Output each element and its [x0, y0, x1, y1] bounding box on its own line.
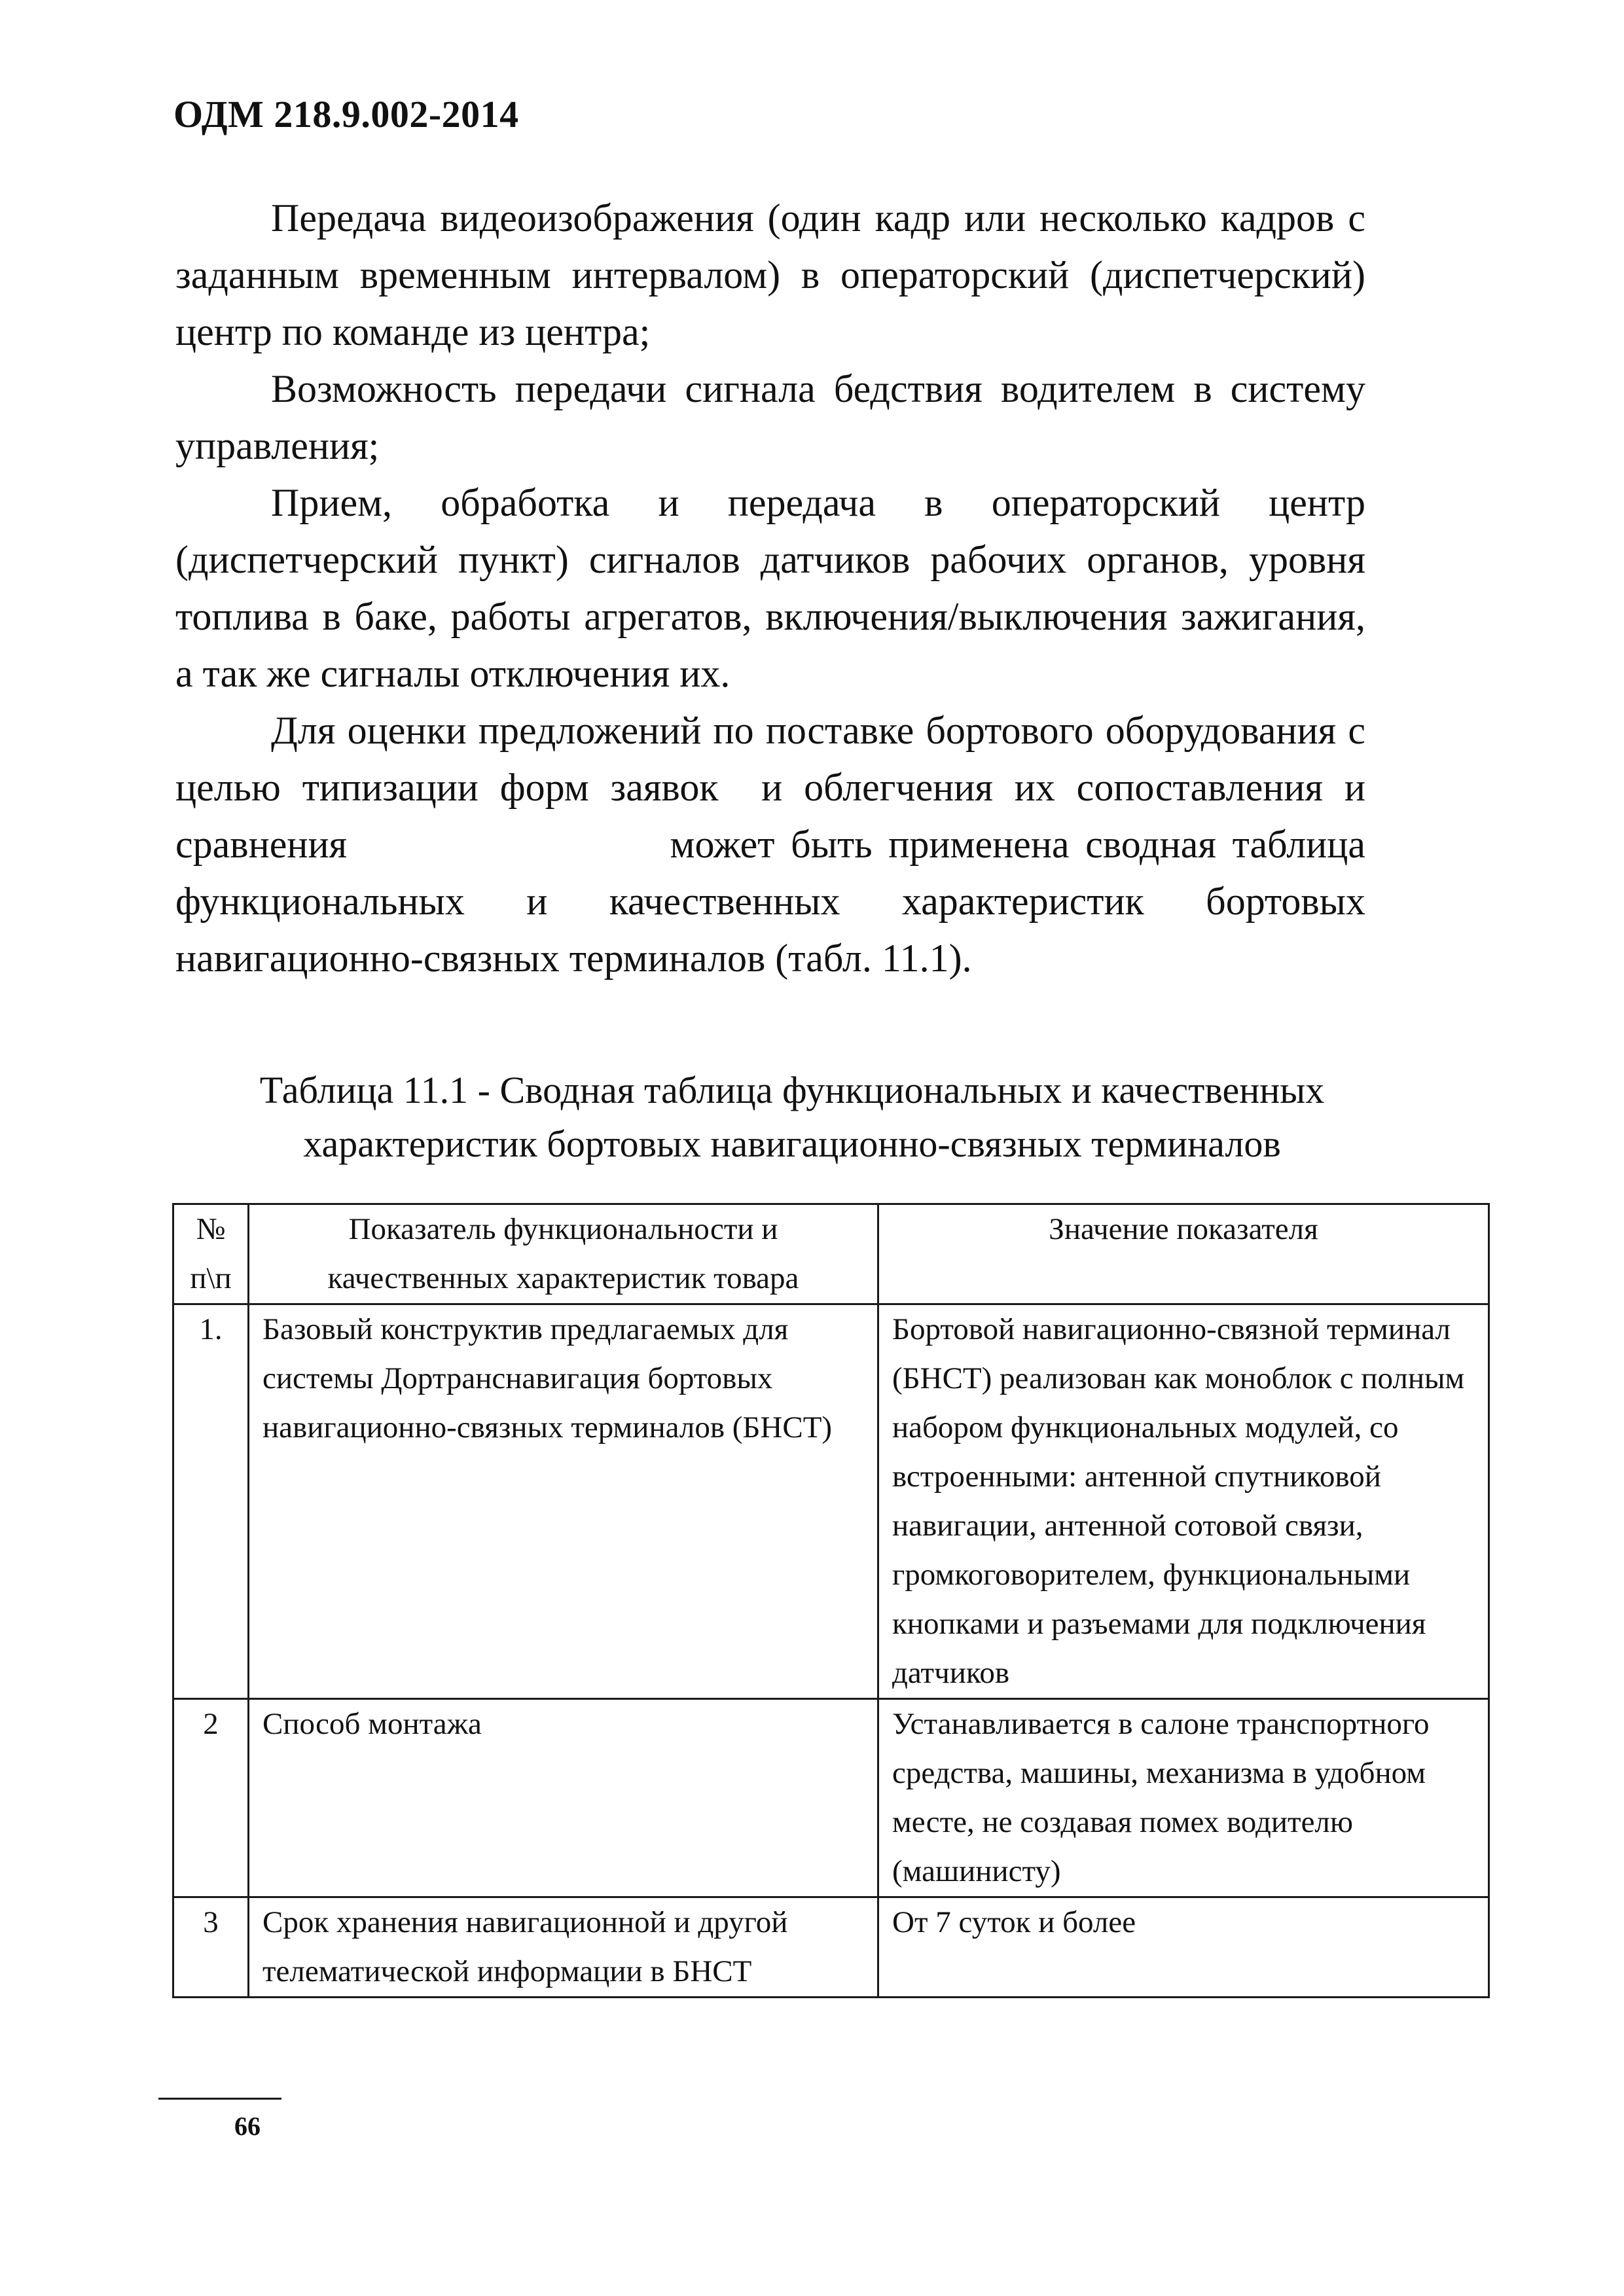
spec-table [172, 1203, 1490, 1998]
table-caption-line-1: Таблица 11.1 - Сводная таблица функциональных и качественных [259, 1069, 1325, 1111]
table-caption [177, 1064, 1407, 1171]
row-indicator: Базовый конструктив предлагаемых для системы Дортранснавигация бортовых навигационно-связных терминалов (БНСТ) [249, 1304, 878, 1699]
footer-divider [158, 2098, 281, 2100]
header-num: № п\п [173, 1204, 249, 1304]
row-num: 1. [173, 1304, 249, 1699]
header-indicator: Показатель функциональности и качественных характеристик товара [249, 1204, 878, 1304]
body-text [175, 190, 1375, 987]
row-num: 2 [173, 1699, 249, 1897]
row-value: От 7 суток и более [878, 1897, 1489, 1998]
table-caption-line-2: характеристик бортовых навигационно-связных терминалов [303, 1122, 1281, 1165]
row-value: Бортовой навигационно-связной терминал (БНСТ) реализован как моноблок с полным набором функциональных модулей, со встроенными: антенной спутниковой навигации, антенной сотовой связи, громкоговорителем, функциональными кнопками и разъемами для подключения датчиков [878, 1304, 1489, 1699]
paragraph-video-transmission: Передача видеоизображения (один кадр или несколько кадров с заданным временным интервалом) в операторский (диспетчерский) центр по команде из центра; [175, 196, 1365, 353]
row-num: 3 [173, 1897, 249, 1998]
row-indicator: Срок хранения навигационной и другой телематической информации в БНСТ [249, 1897, 878, 1998]
row-value: Устанавливается в салоне транспортного средства, машины, механизма в удобном месте, не создавая помех водителю (машинисту) [878, 1699, 1489, 1897]
paragraph-sensor-signals: Прием, обработка и передача в операторский центр (диспетчерский пункт) сигналов датчиков рабочих органов, уровня топлива в баке, работы агрегатов, включения/выключения зажигания, а так же сигналы отключения их. [175, 481, 1365, 695]
row-indicator: Способ монтажа [249, 1699, 878, 1897]
page-number: 66 [234, 2111, 261, 2141]
table-row [173, 1304, 1489, 1699]
table-header-row [173, 1204, 1489, 1304]
header-value: Значение показателя [878, 1204, 1489, 1304]
paragraph-evaluation: Для оценки предложений по поставке бортового оборудования с целью типизации форм заявок и облегчения их сопоставления и сравнения может быть применена сводная таблица функциональных и качественных характеристик бортовых навигационно-связных терминалов (табл. 11.1). [175, 709, 1375, 980]
paragraph-distress-signal: Возможность передачи сигнала бедствия водителем в систему управления; [175, 367, 1365, 467]
document-code-header: ОДМ 218.9.002-2014 [173, 93, 519, 135]
table-row [173, 1897, 1489, 1998]
table-row [173, 1699, 1489, 1897]
